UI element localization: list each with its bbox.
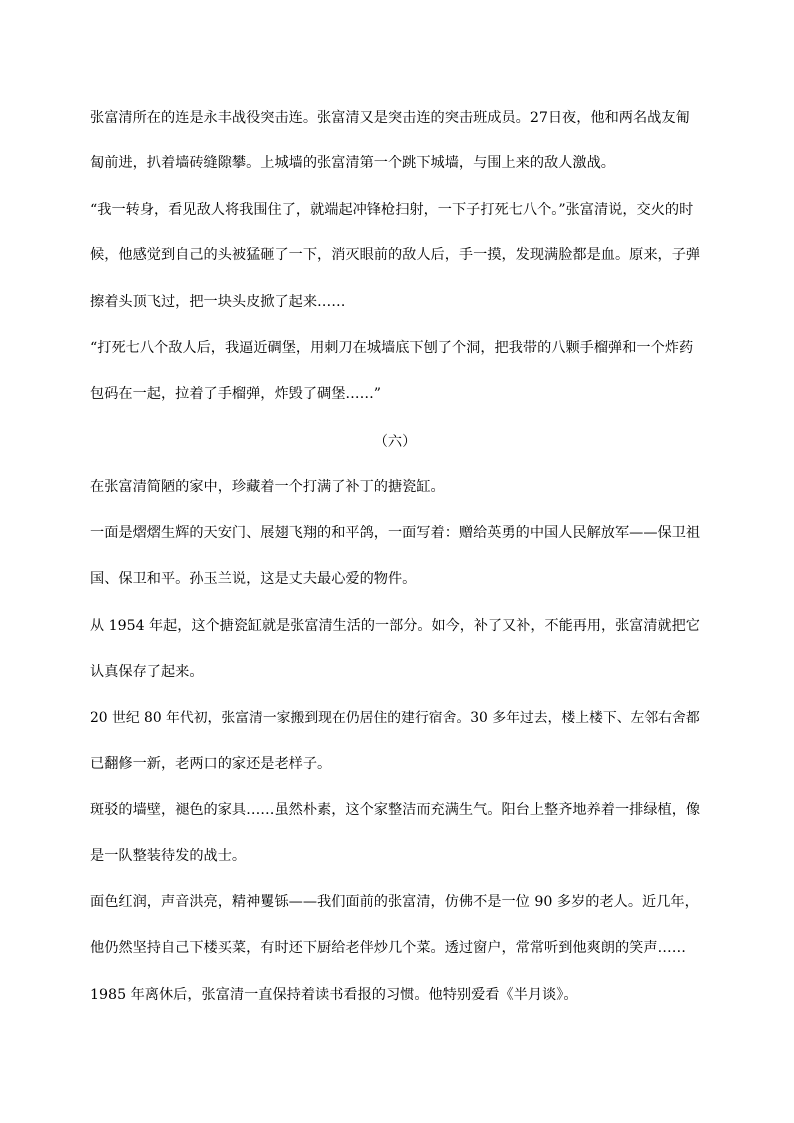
text-line: “我一转身，看见敌人将我围住了，就端起冲锋枪扫射，一下子打死七八个。”张富清说，交火的时 — [90, 202, 694, 218]
text-line: 从 1954 年起，这个搪瓷缸就是张富清生活的一部分。如今，补了又补，不能再用，张富清就把它 — [90, 618, 700, 634]
text-line: “打死七八个敌人后，我逼近碉堡，用刺刀在城墙底下刨了个洞，把我带的八颗手榴弹和一个炸药 — [90, 340, 694, 356]
text-line: 斑驳的墙壁，褪色的家具……虽然朴素，这个家整洁而充满生气。阳台上整齐地养着一排绿植，像 — [90, 802, 701, 818]
text-line: 国、保卫和平。孙玉兰说，这是丈夫最心爱的物件。 — [90, 571, 417, 587]
text-line: 1985 年离休后，张富清一直保持着读书看报的习惯。他特别爱看《半月谈》。 — [90, 987, 578, 1003]
text-line: 包码在一起，拉着了手榴弹，炸毁了碉堡……” — [90, 386, 382, 402]
text-line: 擦着头顶飞过，把一块头皮掀了起来…… — [90, 294, 346, 310]
text-line: 是一队整装待发的战士。 — [90, 848, 247, 864]
text-line: 张富清所在的连是永丰战役突击连。张富清又是突击连的突击班成员。27日夜，他和两名战友匍 — [90, 110, 690, 126]
text-line: 在张富清简陋的家中，珍藏着一个打满了补丁的搪瓷缸。 — [90, 479, 445, 495]
section-heading: （六） — [373, 434, 417, 450]
text-line: 20 世纪 80 年代初，张富清一家搬到现在仍居住的建行宿舍。30 多年过去，楼上楼下、左邻右舍都 — [90, 710, 700, 726]
text-line: 面色红润，声音洪亮，精神矍铄——我们面前的张富清，仿佛不是一位 90 多岁的老人。近几年， — [90, 894, 699, 910]
text-line: 候，他感觉到自己的头被猛砸了一下，消灭眼前的敌人后，手一摸，发现满脸都是血。原来，子弹 — [90, 247, 701, 263]
text-line: 他仍然坚持自己下楼买菜，有时还下厨给老伴炒几个菜。透过窗户，常常听到他爽朗的笑声…… — [90, 940, 686, 956]
text-line: 已翻修一新，老两口的家还是老样子。 — [90, 756, 332, 772]
text-line: 匐前进，扒着墙砖缝隙攀。上城墙的张富清第一个跳下城墙，与围上来的敌人激战。 — [90, 155, 615, 171]
text-line: 一面是熠熠生辉的天安门、展翅飞翔的和平鸽，一面写着：赠给英勇的中国人民解放军——保卫祖 — [90, 525, 701, 541]
text-line: 认真保存了起来。 — [90, 664, 204, 680]
